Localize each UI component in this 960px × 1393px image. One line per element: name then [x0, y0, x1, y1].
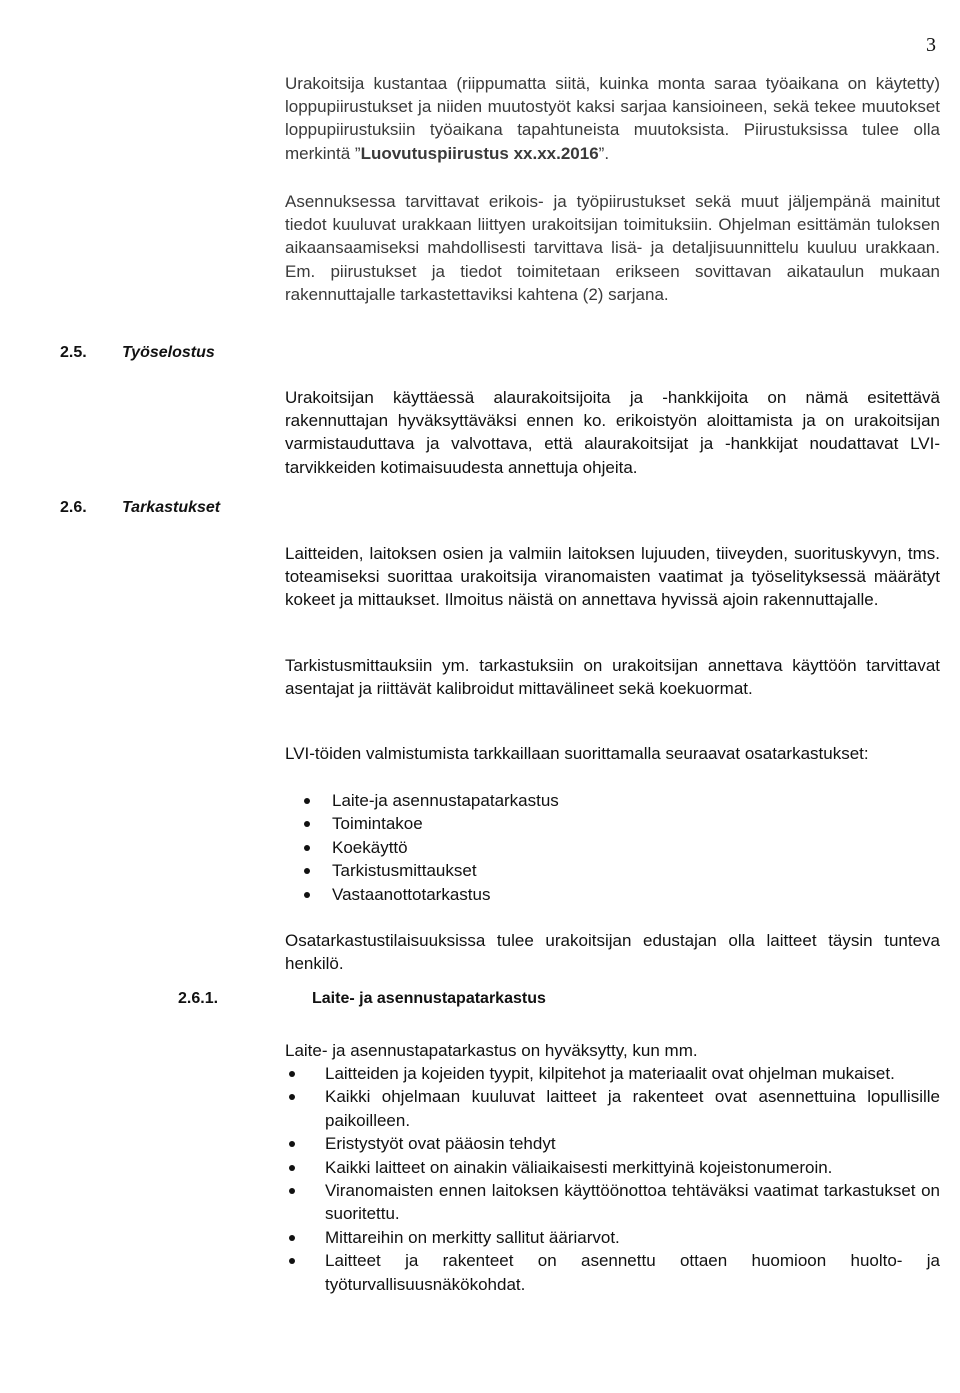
list-item: Laite-ja asennustapatarkastus	[285, 789, 925, 812]
intro-text: Urakoitsija kustantaa (riippumatta siitä, kuinka monta saraa työaikana on käytetty) loppupiirustukset ja niiden muutostyöt kaksi sarjaa kansioineen, sekä tekee muutokset loppupiirustuksiin työaikana tapahtuneista muutoksista. Piirustuksissa tulee olla merkintä ”	[285, 74, 940, 163]
list-item: Laitteet ja rakenteet on asennettu ottaen huomioon huolto- ja työturvallisuusnäkökohdat.	[285, 1249, 940, 1296]
intro-paragraph	[285, 72, 940, 165]
section-title: Tarkastukset	[122, 499, 221, 516]
section-heading-2-6-1	[178, 990, 546, 1008]
osatarkastus-note: Osatarkastustilaisuuksissa tulee urakoitsijan edustajan olla laitteet täysin tunteva henkilö.	[285, 931, 940, 974]
list-item: Toimintakoe	[285, 812, 925, 835]
list-item: Tarkistusmittaukset	[285, 859, 925, 882]
section-heading-2-5	[60, 344, 215, 362]
page-number: 3	[926, 34, 936, 56]
tarkastus-paragraph-1: Laitteiden, laitoksen osien ja valmiin laitoksen lujuuden, tiiveyden, suorituskyvyn, tms. toteamiseksi suorittaa urakoitsija viranomaisten vaatimat ja työselityksessä määrätyt kokeet ja mittaukset. Ilmoitus näistä on annettava hyvissä ajoin rakennuttajalle.	[285, 544, 940, 610]
section-number: 2.6.1.	[178, 990, 219, 1007]
tarkastus-paragraph-2: Tarkistusmittauksiin ym. tarkastuksiin on urakoitsijan annettava käyttöön tarvittavat asentajat ja riittävät kalibroidut mittavälineet sekä koekuormat.	[285, 656, 940, 699]
section-heading-2-6	[60, 499, 220, 517]
list-item: Koekäyttö	[285, 836, 925, 859]
intro-after: ”.	[598, 143, 610, 163]
list-item: Eristystyöt ovat pääosin tehdyt	[285, 1132, 940, 1155]
list-item: Kaikki ohjelmaan kuuluvat laitteet ja rakenteet ovat asennettuina lopullisille paikoilleen.	[285, 1085, 940, 1132]
list-item: Viranomaisten ennen laitoksen käyttöönottoa tehtäväksi vaatimat tarkastukset on suoritettu.	[285, 1179, 940, 1226]
section-title: Laite- ja asennustapatarkastus	[312, 990, 546, 1007]
asennus-paragraph: Asennuksessa tarvittavat erikois- ja työpiirustukset sekä muut jäljempänä mainitut tiedot kuuluvat urakkaan liittyen urakoitsijan toimituksiin. Ohjelman esittämän tuloksen aikaansaamiseksi mahdollisesti tarvittava lisä- ja detaljisuunnittelu kuuluu urakkaan. Em. piirustukset ja tiedot toimitetaan erikseen sovittavan aikataulun mukaan rakennuttajalle tarkastettaviksi kahtena (2) sarjana.	[285, 192, 940, 304]
list-item: Kaikki laitteet on ainakin väliaikaisesti merkittyinä kojeistonumeroin.	[285, 1156, 940, 1179]
osatarkastus-list	[285, 789, 925, 906]
list-item: Laitteiden ja kojeiden tyypit, kilpitehot ja materiaalit ovat ohjelman mukaiset.	[285, 1062, 940, 1085]
list-item: Mittareihin on merkitty sallitut ääriarvot.	[285, 1226, 940, 1249]
list-item: Vastaanottotarkastus	[285, 883, 925, 906]
intro-bold-marking: Luovutuspiirustus xx.xx.2016	[360, 143, 599, 163]
laite-intro: Laite- ja asennustapatarkastus on hyväksytty, kun mm.	[285, 1041, 698, 1060]
section-title: Työselostus	[122, 344, 215, 361]
section-number: 2.6.	[60, 499, 87, 516]
tyoselostus-paragraph: Urakoitsijan käyttäessä alaurakoitsijoita ja -hankkijoita on nämä esitettävä rakennuttajan hyväksyttäväksi ennen ko. erikoistyön aloittamista ja on urakoitsijan varmistauduttava ja valvottava, että alaurakoitsijat ja -hankkijat noudattavat LVI-tarvikkeiden kotimaisuudesta annettuja ohjeita.	[285, 388, 940, 477]
section-number: 2.5.	[60, 344, 87, 361]
lvi-intro-paragraph: LVI-töiden valmistumista tarkkaillaan suorittamalla seuraavat osatarkastukset:	[285, 744, 869, 763]
laite-criteria-list	[285, 1062, 940, 1296]
